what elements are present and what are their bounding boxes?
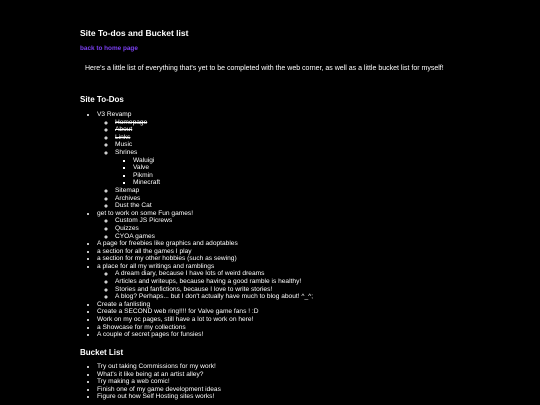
list-item-sitemap: ◦ Sitemap [115,187,313,195]
list-item-games-played: • a section for all the games I play [97,248,313,256]
list-item-label: a place for all my writings and ramblings [97,262,215,270]
bucket-item: • What's it like being at an artist alley? [97,371,221,379]
todo-heading: Site To-Dos [80,95,124,104]
list-item-label: V3 Revamp [97,111,132,118]
list-item-writing: ◦ A dream diary, because I have lots of weird dreams [115,270,313,278]
back-to-home-link[interactable]: back to home page [80,45,138,52]
list-item-shrines [115,149,313,187]
list-item-webring: • Create a SECOND web ring!!!! for Valve game fans ! :D [97,308,313,316]
list-item-writing: ◦ Articles and writeups, because having a good ramble is healthy! [115,278,313,286]
list-item-fanlisting: • Create a fanlisting [97,301,313,309]
list-item-shrine: ▪ Valve [133,164,313,172]
list-item-links: ◦ Links [115,134,313,142]
list-item-writing: ◦ Stories and fanfictions, because I love to write stories! [115,286,313,294]
list-item-games [97,210,313,240]
list-item-music: ◦ Music [115,141,313,149]
list-item-about: ◦ About [115,126,313,134]
list-item-game: ◦ CYOA games [115,233,313,241]
list-item-homepage: ◦ Homepage [115,119,313,127]
bucket-list [80,363,221,401]
page-title: Site To-dos and Bucket list [80,28,189,38]
list-item-shrine: ▪ Minecraft [133,179,313,187]
bucket-item: • Try making a web comic! [97,378,221,386]
list-item-game: ◦ Custom JS Picrews [115,217,313,225]
list-item-dust: ◦ Dust the Cat [115,202,313,210]
list-item-label: get to work on some Fun games! [97,209,194,217]
list-item-label: Shrines [115,148,138,156]
list-item-archives: ◦ Archives [115,195,313,203]
bucket-heading: Bucket List [80,348,124,357]
list-item-oc-pages: • Work on my oc pages, still have a lot to work on here! [97,316,313,324]
list-item-hobbies: • a section for my other hobbies (such as sewing) [97,255,313,263]
bucket-item: • Finish one of my game development ideas [97,386,221,394]
list-item-secret: • A couple of secret pages for funsies! [97,331,313,339]
list-item-writings [97,263,313,301]
list-item-shrine: ▪ Waluigi [133,157,313,165]
list-item-shrine: ▪ Pikmin [133,172,313,180]
intro-text: Here's a little list of everything that's yet to be completed with the web corner, as well as a little bucket list for myself! [85,65,444,72]
list-item-freebies: • A page for freebies like graphics and adoptables [97,240,313,248]
list-item-writing: ◦ A blog? Perhaps... but I don't actually have much to blog about! ^_^; [115,293,313,301]
list-item-v3-revamp [97,111,313,210]
list-item-showcase: • a Showcase for my collections [97,324,313,332]
bucket-item: • Figure out how Self Hosting sites works! [97,393,221,401]
bucket-item: • Try out taking Commissions for my work! [97,363,221,371]
list-item-game: ◦ Quizzes [115,225,313,233]
todo-list [80,111,313,339]
